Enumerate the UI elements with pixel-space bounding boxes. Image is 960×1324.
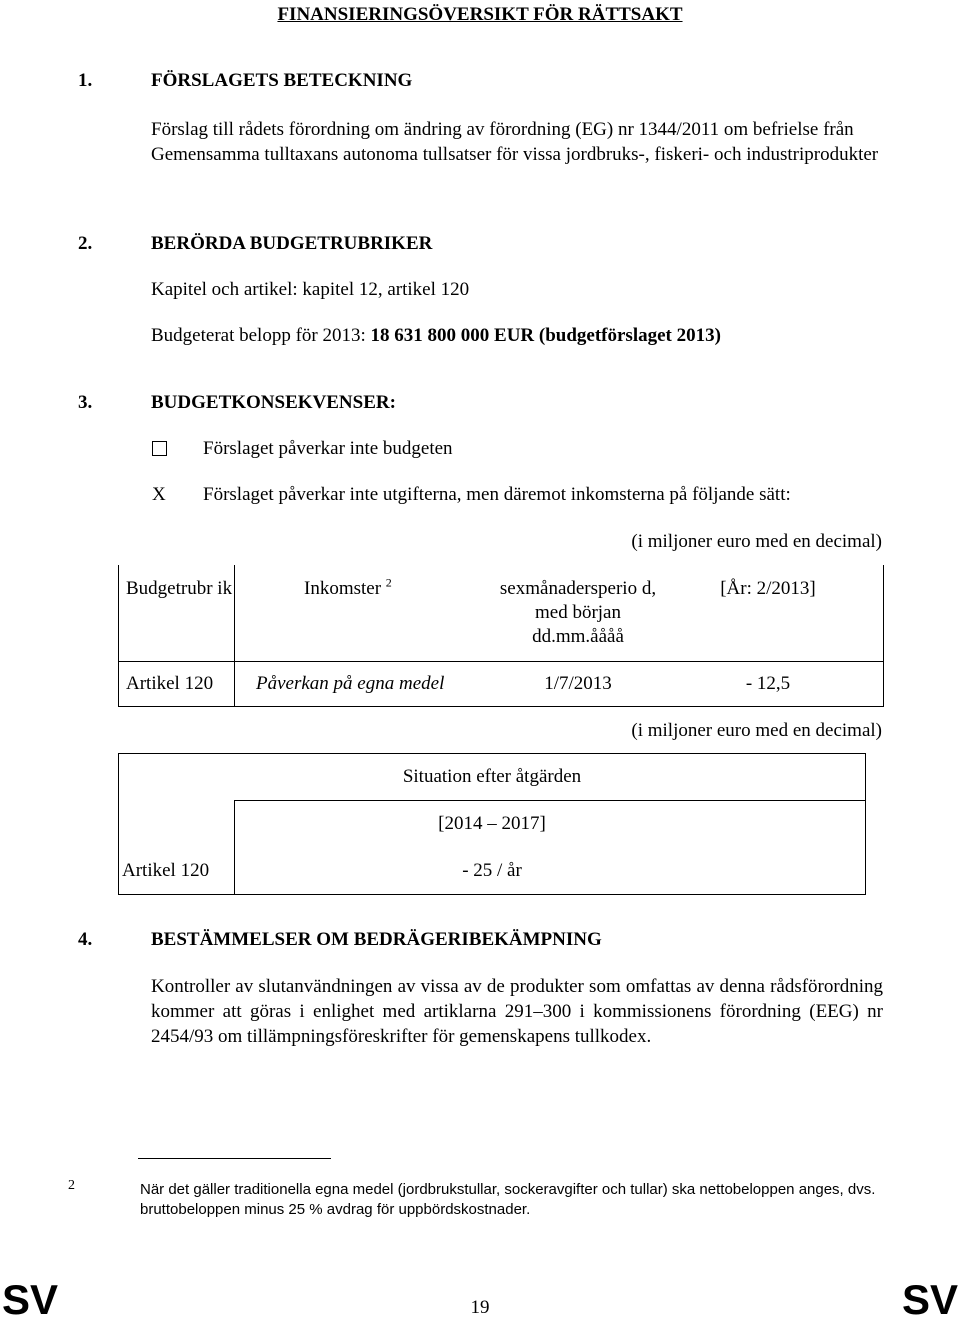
section-2-number: 2. (78, 233, 93, 254)
page-number: 19 (470, 1297, 490, 1318)
document-title: FINANSIERINGSÖVERSIKT FÖR RÄTTSAKT (277, 4, 683, 25)
header-period: sexmånadersperio d, med början dd.mm.åååå (499, 578, 657, 647)
section-3-number: 3. (78, 392, 93, 413)
budget-amount-line (151, 325, 721, 347)
section-2-heading: BERÖRDA BUDGETRUBRIKER (151, 233, 433, 254)
situation-row-value: - 25 / år (462, 860, 522, 881)
footnote-text: När det gäller traditionella egna medel (jordbrukstullar, sockeravgifter och tullar) ska nettobeloppen anges, dvs. bruttobeloppen minus 25 % avdrag för uppbördskostnader. (140, 1181, 876, 1218)
budget-amount-value: 18 631 800 000 EUR (budgetförslaget 2013) (370, 325, 721, 346)
footnote-number: 2 (68, 1178, 75, 1193)
option-2-mark: X (152, 484, 166, 505)
unit-note-2: (i miljoner euro med en decimal) (631, 720, 882, 741)
row-value: - 12,5 (745, 673, 791, 694)
section-1-heading: FÖRSLAGETS BETECKNING (151, 70, 413, 91)
language-code-left: SV (2, 1276, 59, 1323)
section-3-heading: BUDGETKONSEKVENSER: (151, 392, 396, 413)
situation-header: Situation efter åtgärden (402, 766, 582, 787)
situation-row-article: Artikel 120 (122, 860, 210, 881)
section-4-heading: BESTÄMMELSER OM BEDRÄGERIBEKÄMPNING (151, 929, 602, 950)
section-4-number: 4. (78, 929, 93, 950)
row-date: 1/7/2013 (544, 673, 612, 694)
budget-amount-label: Budgeterat belopp för 2013: (151, 325, 371, 346)
section-4-text: Kontroller av slutanvändningen av vissa av de produkter som omfattas av denna rådsförordning kommer att göras i enlighet med artiklarna 291–300 i kommissionens förordning (EEG) nr 2454/93 om tillämpningsföreskrifter för gemenskapens tullkodex. (151, 976, 883, 1047)
revenue-table (118, 565, 884, 707)
section-1-number: 1. (78, 70, 93, 91)
section-1-text: Förslag till rådets förordning om ändring av förordning (EG) nr 1344/2011 om befrielse från Gemensamma tulltaxans autonoma tullsatser för vissa jordbruks-, fiskeri- och industriprodukter (151, 119, 879, 165)
chapter-article-line: Kapitel och artikel: kapitel 12, artikel 120 (151, 279, 470, 300)
option-1-text: Förslaget påverkar inte budgeten (203, 438, 453, 459)
header-budget-line: Budgetrubr ik (126, 578, 233, 599)
header-year: [År: 2/2013] (720, 578, 816, 599)
footnote-ref: 2 (385, 575, 392, 590)
option-1-checkbox (152, 441, 167, 456)
header-income: Inkomster $^2$ (304, 575, 392, 599)
row-article: Artikel 120 (126, 673, 214, 694)
row-impact: Påverkan på egna medel (256, 673, 445, 694)
footnote-divider (138, 1158, 331, 1159)
situation-table (118, 753, 866, 895)
unit-note-1: (i miljoner euro med en decimal) (631, 531, 882, 552)
option-2-text: Förslaget påverkar inte utgifterna, men däremot inkomsterna på följande sätt: (203, 484, 791, 505)
situation-period: [2014 – 2017] (438, 813, 546, 834)
language-code-right: SV (901, 1276, 958, 1323)
